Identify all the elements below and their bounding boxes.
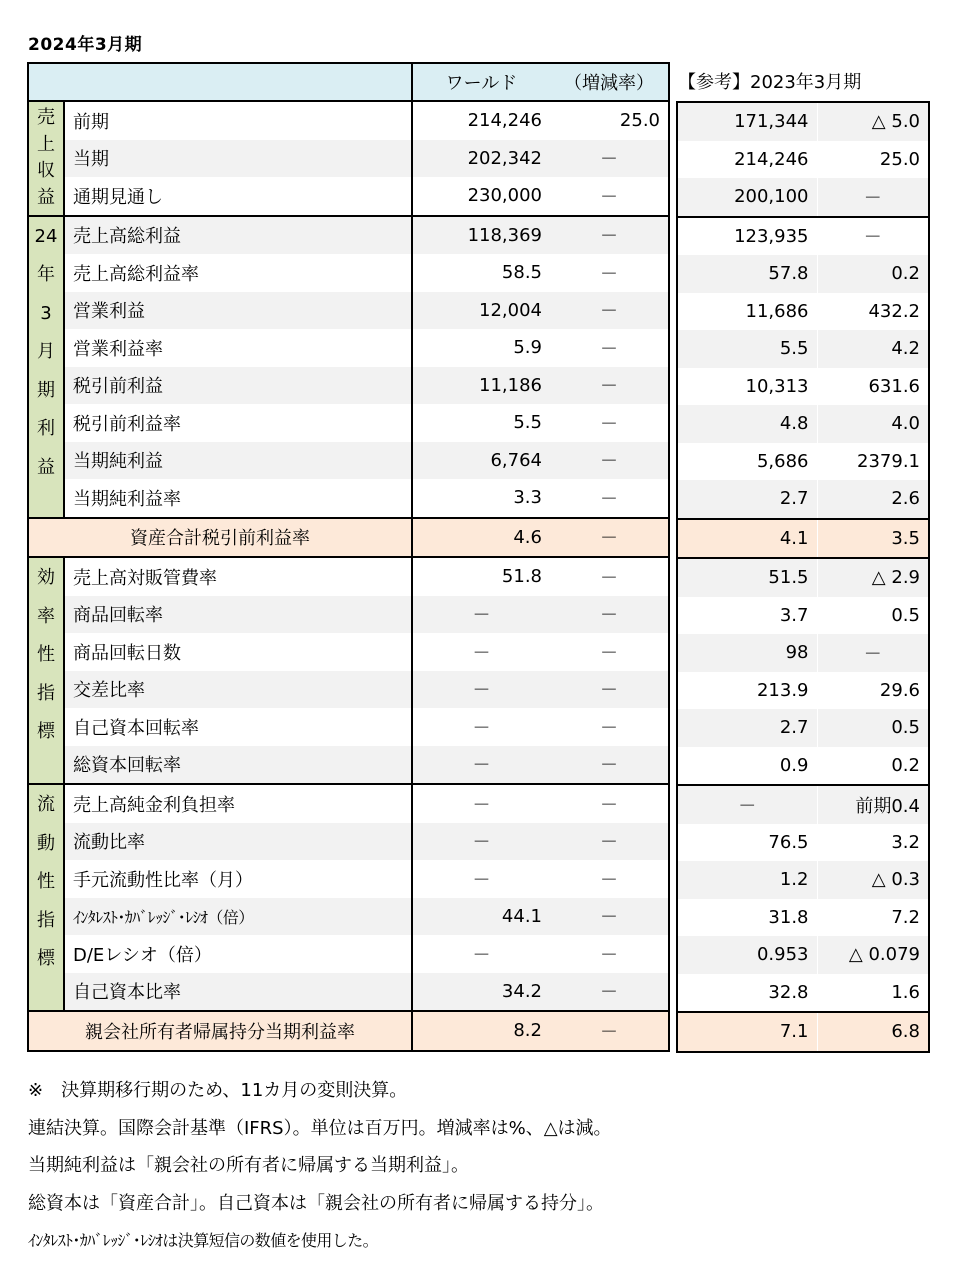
reference-change: 3.2: [891, 831, 920, 853]
reference-value: 213.9: [756, 679, 809, 701]
change-value: 25.0: [619, 110, 660, 132]
row-label: 流動比率: [64, 823, 412, 861]
world-value: 34.2: [412, 973, 550, 1012]
reference-row: [677, 747, 929, 786]
reference-change: △ 0.079: [817, 936, 929, 974]
footnotes: [28, 1072, 612, 1260]
table-row: [28, 596, 669, 634]
reference-row: [677, 785, 929, 824]
row-label: 税引前利益: [64, 367, 412, 405]
row-label: D/Eレシオ（倍）: [73, 944, 212, 966]
reference-row: [677, 936, 929, 974]
reference-change: 前期0.4: [817, 785, 929, 824]
reference-row: [677, 709, 929, 747]
change-value: －: [550, 823, 669, 861]
reference-value: 32.8: [768, 981, 809, 1003]
page-title: 2024年3月期: [28, 35, 143, 55]
world-value: 214,246: [412, 101, 550, 140]
world-value: 5.5: [412, 404, 550, 442]
table-row-highlight: [28, 518, 669, 558]
table-row: [28, 404, 669, 442]
world-value: －: [412, 746, 550, 785]
reference-value: 214,246: [734, 148, 809, 170]
world-value: －: [412, 671, 550, 709]
change-value: －: [600, 717, 618, 739]
change-value: －: [550, 671, 669, 709]
world-value: 3.3: [412, 479, 550, 518]
reference-change: 25.0: [879, 148, 920, 170]
header-change: （増減率）: [550, 63, 669, 101]
change-value: －: [550, 140, 669, 178]
world-value: 230,000: [412, 177, 550, 216]
reference-value: 98: [677, 634, 817, 672]
world-value: 202,342: [412, 140, 550, 178]
reference-row-highlight: [677, 519, 929, 559]
reference-change: 29.6: [879, 679, 920, 701]
change-value: －: [550, 746, 669, 785]
table-row: [28, 177, 669, 216]
world-value: －: [412, 596, 550, 634]
footnote: 連結決算。国際会計基準（IFRS）。単位は百万円。増減率は%、△は減。: [28, 1117, 612, 1139]
table-row: [28, 557, 669, 596]
change-value: －: [550, 1011, 669, 1051]
category-sales: 売 上 収 益: [28, 101, 64, 216]
reference-row: [677, 330, 929, 368]
world-value: －: [412, 860, 550, 898]
reference-row: [677, 368, 929, 406]
change-value: －: [550, 518, 669, 558]
reference-row: [677, 405, 929, 443]
reference-change: 4.0: [817, 405, 929, 443]
reference-value: 51.5: [677, 558, 817, 597]
change-value: －: [550, 596, 669, 634]
reference-row: [677, 558, 929, 597]
table-row: [28, 823, 669, 861]
table-row: [28, 860, 669, 898]
change-value: －: [550, 442, 669, 480]
world-value: －: [412, 708, 550, 746]
reference-change: －: [817, 217, 929, 256]
category-efficiency: 効 率 性 指 標: [28, 557, 64, 784]
reference-change: 3.5: [817, 519, 929, 559]
row-label: 自己資本回転率: [73, 717, 199, 739]
table-row-highlight: [28, 1011, 669, 1051]
row-label: 手元流動性比率（月）: [73, 869, 253, 891]
reference-change: △ 2.9: [817, 558, 929, 597]
reference-change: 0.2: [891, 754, 920, 776]
footnote: 当期純利益は「親会社の所有者に帰属する当期利益」。: [28, 1155, 469, 1176]
world-value: 6,764: [412, 442, 550, 480]
row-label: 総資本回転率: [64, 746, 412, 785]
table-header-row: [28, 63, 669, 101]
row-label: 売上高純金利負担率: [64, 784, 412, 823]
reference-value: 1.2: [677, 861, 817, 899]
table-row: [28, 784, 669, 823]
change-value: －: [600, 944, 618, 966]
row-label: 商品回転率: [64, 596, 412, 634]
reference-row: [677, 597, 929, 635]
change-value: －: [550, 784, 669, 823]
reference-change: 0.2: [817, 255, 929, 293]
reference-change: －: [817, 634, 929, 672]
reference-row: [677, 634, 929, 672]
row-label: 通期見通し: [73, 186, 163, 208]
reference-row: [677, 899, 929, 937]
reference-row-highlight: [677, 1012, 929, 1052]
row-label: ｲﾝﾀﾚｽﾄ･ｶﾊﾞﾚｯｼﾞ･ﾚｼｵ（倍）: [64, 898, 412, 936]
world-value: 44.1: [412, 898, 550, 936]
reference-value: 123,935: [677, 217, 817, 256]
table-row: [28, 479, 669, 518]
row-label: 当期純利益: [64, 442, 412, 480]
row-label: 売上高総利益率: [73, 263, 199, 285]
world-value: －: [412, 823, 550, 861]
row-label: 営業利益: [64, 292, 412, 330]
row-label: 資産合計税引前利益率: [28, 518, 412, 558]
reference-value: 171,344: [677, 102, 817, 141]
reference-table: [676, 101, 930, 1053]
reference-row: [677, 443, 929, 481]
table-row: [28, 367, 669, 405]
change-value: －: [550, 367, 669, 405]
header-blank: [28, 63, 412, 101]
table-row: [28, 935, 669, 973]
table-row: [28, 746, 669, 785]
reference-value: 11,686: [745, 300, 809, 322]
reference-value: －: [677, 785, 817, 824]
table-row: [28, 708, 669, 746]
reference-row: [677, 974, 929, 1013]
reference-value: 10,313: [745, 375, 809, 397]
change-value: －: [550, 898, 669, 936]
reference-change: 0.5: [817, 709, 929, 747]
reference-row: [677, 293, 929, 331]
row-label: 営業利益率: [73, 338, 163, 360]
reference-value: 2.7: [677, 480, 817, 519]
reference-value: 0.9: [779, 754, 809, 776]
reference-value: 4.8: [677, 405, 817, 443]
reference-change: △ 0.3: [817, 861, 929, 899]
change-value: －: [600, 642, 618, 664]
footnote: ｲﾝﾀﾚｽﾄ･ｶﾊﾞﾚｯｼﾞ･ﾚｼｵは決算短信の数値を使用した。: [28, 1231, 379, 1250]
reference-change: 1.6: [891, 981, 920, 1003]
change-value: －: [600, 186, 618, 208]
reference-value: 4.1: [677, 519, 817, 559]
reference-change: －: [817, 178, 929, 217]
row-label: 税引前利益率: [73, 413, 181, 435]
table-row: [28, 140, 669, 178]
row-label: 前期: [73, 111, 109, 133]
reference-value: 5,686: [756, 450, 809, 472]
reference-row: [677, 217, 929, 256]
change-value: －: [550, 973, 669, 1012]
reference-row: [677, 672, 929, 710]
change-value: －: [550, 216, 669, 255]
header-world: ワールド: [412, 63, 550, 101]
reference-change: 2.6: [817, 480, 929, 519]
reference-change: 432.2: [868, 300, 920, 322]
reference-change: 4.2: [817, 330, 929, 368]
reference-value: 76.5: [768, 831, 809, 853]
table-row: [28, 254, 669, 292]
reference-change: 0.5: [891, 604, 920, 626]
world-value: 5.9: [412, 329, 550, 367]
world-value: 118,369: [412, 216, 550, 255]
reference-row: [677, 255, 929, 293]
world-value: －: [412, 633, 550, 671]
world-value: －: [412, 784, 550, 823]
reference-change: 631.6: [868, 375, 920, 397]
world-value: 4.6: [412, 518, 550, 558]
table-row: [28, 101, 669, 140]
table-row: [28, 898, 669, 936]
reference-value: 57.8: [677, 255, 817, 293]
reference-row: [677, 824, 929, 862]
change-value: －: [600, 263, 618, 285]
table-row: [28, 671, 669, 709]
table-row: [28, 292, 669, 330]
table-row: [28, 442, 669, 480]
reference-change: △ 5.0: [817, 102, 929, 141]
reference-value: 2.7: [677, 709, 817, 747]
row-label: 当期純利益率: [73, 488, 181, 510]
change-value: －: [600, 869, 618, 891]
reference-value: 0.953: [677, 936, 817, 974]
world-value: 8.2: [412, 1011, 550, 1051]
footnote: ※ 決算期移行期のため、11カ月の変則決算。: [28, 1080, 408, 1101]
financial-table: [27, 62, 670, 1052]
world-value: 11,186: [412, 367, 550, 405]
reference-change: 2379.1: [857, 450, 920, 472]
world-value: 51.8: [412, 557, 550, 596]
change-value: －: [550, 292, 669, 330]
row-label: 親会社所有者帰属持分当期利益率: [28, 1011, 412, 1051]
row-label: 交差比率: [64, 671, 412, 709]
reference-change: 6.8: [817, 1012, 929, 1052]
row-label: 売上高総利益: [64, 216, 412, 255]
row-label: 売上高対販管費率: [64, 557, 412, 596]
reference-row: [677, 141, 929, 179]
table-row: [28, 329, 669, 367]
world-value: 58.5: [412, 254, 550, 292]
world-value: －: [412, 935, 550, 973]
reference-row: [677, 861, 929, 899]
reference-row: [677, 178, 929, 217]
table-row: [28, 216, 669, 255]
reference-value: 200,100: [677, 178, 817, 217]
reference-value: 7.1: [677, 1012, 817, 1052]
reference-value: 5.5: [677, 330, 817, 368]
reference-change: 7.2: [891, 906, 920, 928]
change-value: －: [600, 488, 618, 510]
table-row: [28, 633, 669, 671]
row-label: 商品回転日数: [73, 642, 181, 664]
row-label: 自己資本比率: [64, 973, 412, 1012]
footnote: 総資本は「資産合計」。自己資本は「親会社の所有者に帰属する持分」。: [28, 1192, 604, 1214]
reference-value: 3.7: [779, 604, 809, 626]
reference-value: 31.8: [768, 906, 809, 928]
reference-header: 【参考】2023年3月期: [678, 72, 862, 93]
table-row: [28, 973, 669, 1012]
row-label: 当期: [64, 140, 412, 178]
change-value: －: [600, 338, 618, 360]
reference-row: [677, 480, 929, 519]
category-profit: 24 年 3 月 期 利 益: [28, 216, 64, 518]
category-liquidity: 流 動 性 指 標: [28, 784, 64, 1011]
change-value: －: [600, 413, 618, 435]
world-value: 12,004: [412, 292, 550, 330]
change-value: －: [550, 557, 669, 596]
reference-row: [677, 102, 929, 141]
